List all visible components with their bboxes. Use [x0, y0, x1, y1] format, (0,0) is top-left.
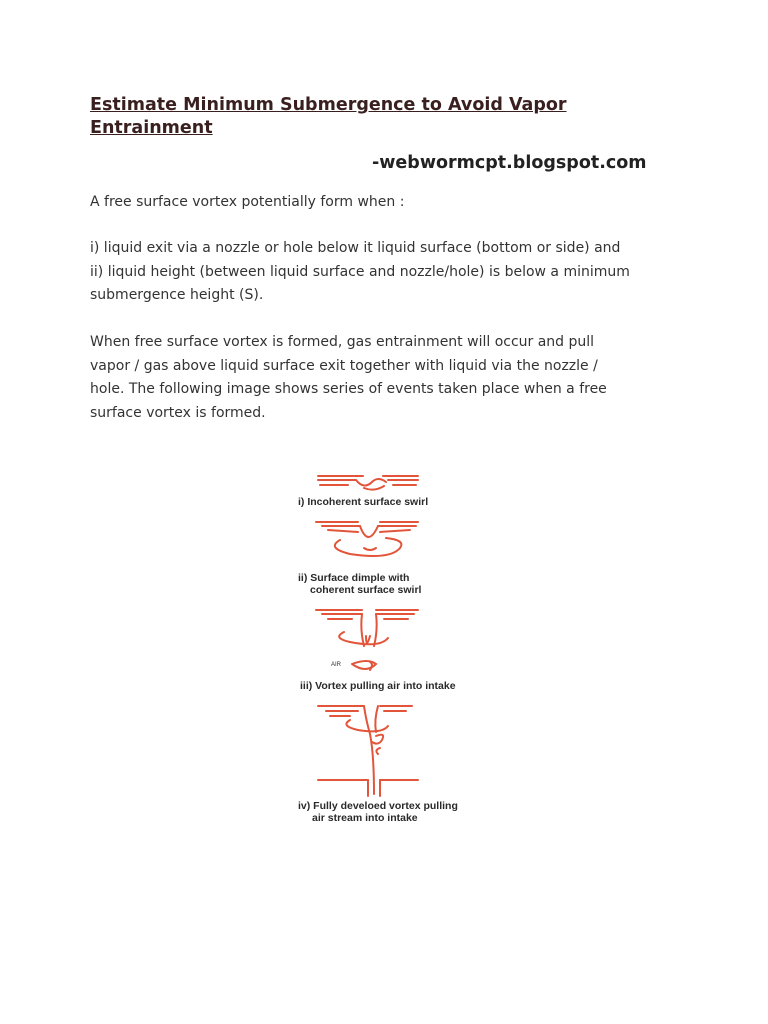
body-line-4: surface vortex is formed. [90, 404, 266, 421]
stage-2-drawing [316, 522, 418, 556]
vortex-illustration [288, 466, 478, 832]
title-line-2: Entrainment [90, 118, 213, 138]
condition-line-1: i) liquid exit via a nozzle or hole below it liquid surface (bottom or side) and [90, 240, 621, 256]
condition-line-2: ii) liquid height (between liquid surface and nozzle/hole) is below a minimum [90, 263, 630, 280]
stage-3-caption [300, 680, 456, 692]
vortex-stages-figure [288, 466, 478, 832]
byline: -webwormcpt.blogspot.com [372, 153, 647, 173]
body-paragraph [90, 331, 690, 425]
stage-2-caption [298, 572, 421, 596]
stage-3-caption-line-1: iii) Vortex pulling air into intake [300, 680, 456, 692]
stage-1-caption-line-1: i) Incoherent surface swirl [298, 496, 429, 508]
stage-2-caption-line-1: ii) Surface dimple with [298, 572, 410, 584]
body-line-2: vapor / gas above liquid surface exit together with liquid via the nozzle / [90, 357, 598, 374]
stage-1-caption [298, 496, 428, 508]
condition-line-3: submergence height (S). [90, 287, 264, 303]
stage-4-caption [298, 800, 458, 824]
conditions-paragraph [90, 237, 690, 308]
body-line-3: hole. The following image shows series of events taken place when a free [90, 381, 607, 397]
air-label: AIR [331, 662, 342, 668]
stage-4-drawing [318, 706, 418, 796]
stage-3-drawing [316, 610, 418, 670]
stage-4-caption-line-2: air stream into intake [312, 812, 418, 824]
intro-paragraph: A free surface vortex potentially form when : [90, 194, 405, 210]
stage-1-drawing [318, 476, 418, 490]
stage-2-caption-line-2: coherent surface swirl [310, 584, 422, 596]
document-title [90, 94, 690, 140]
title-line-1: Estimate Minimum Submergence to Avoid Vapor [90, 95, 567, 115]
stage-4-caption-line-1: iv) Fully develoed vortex pulling [298, 800, 458, 812]
body-line-1: When free surface vortex is formed, gas entrainment will occur and pull [90, 334, 595, 350]
